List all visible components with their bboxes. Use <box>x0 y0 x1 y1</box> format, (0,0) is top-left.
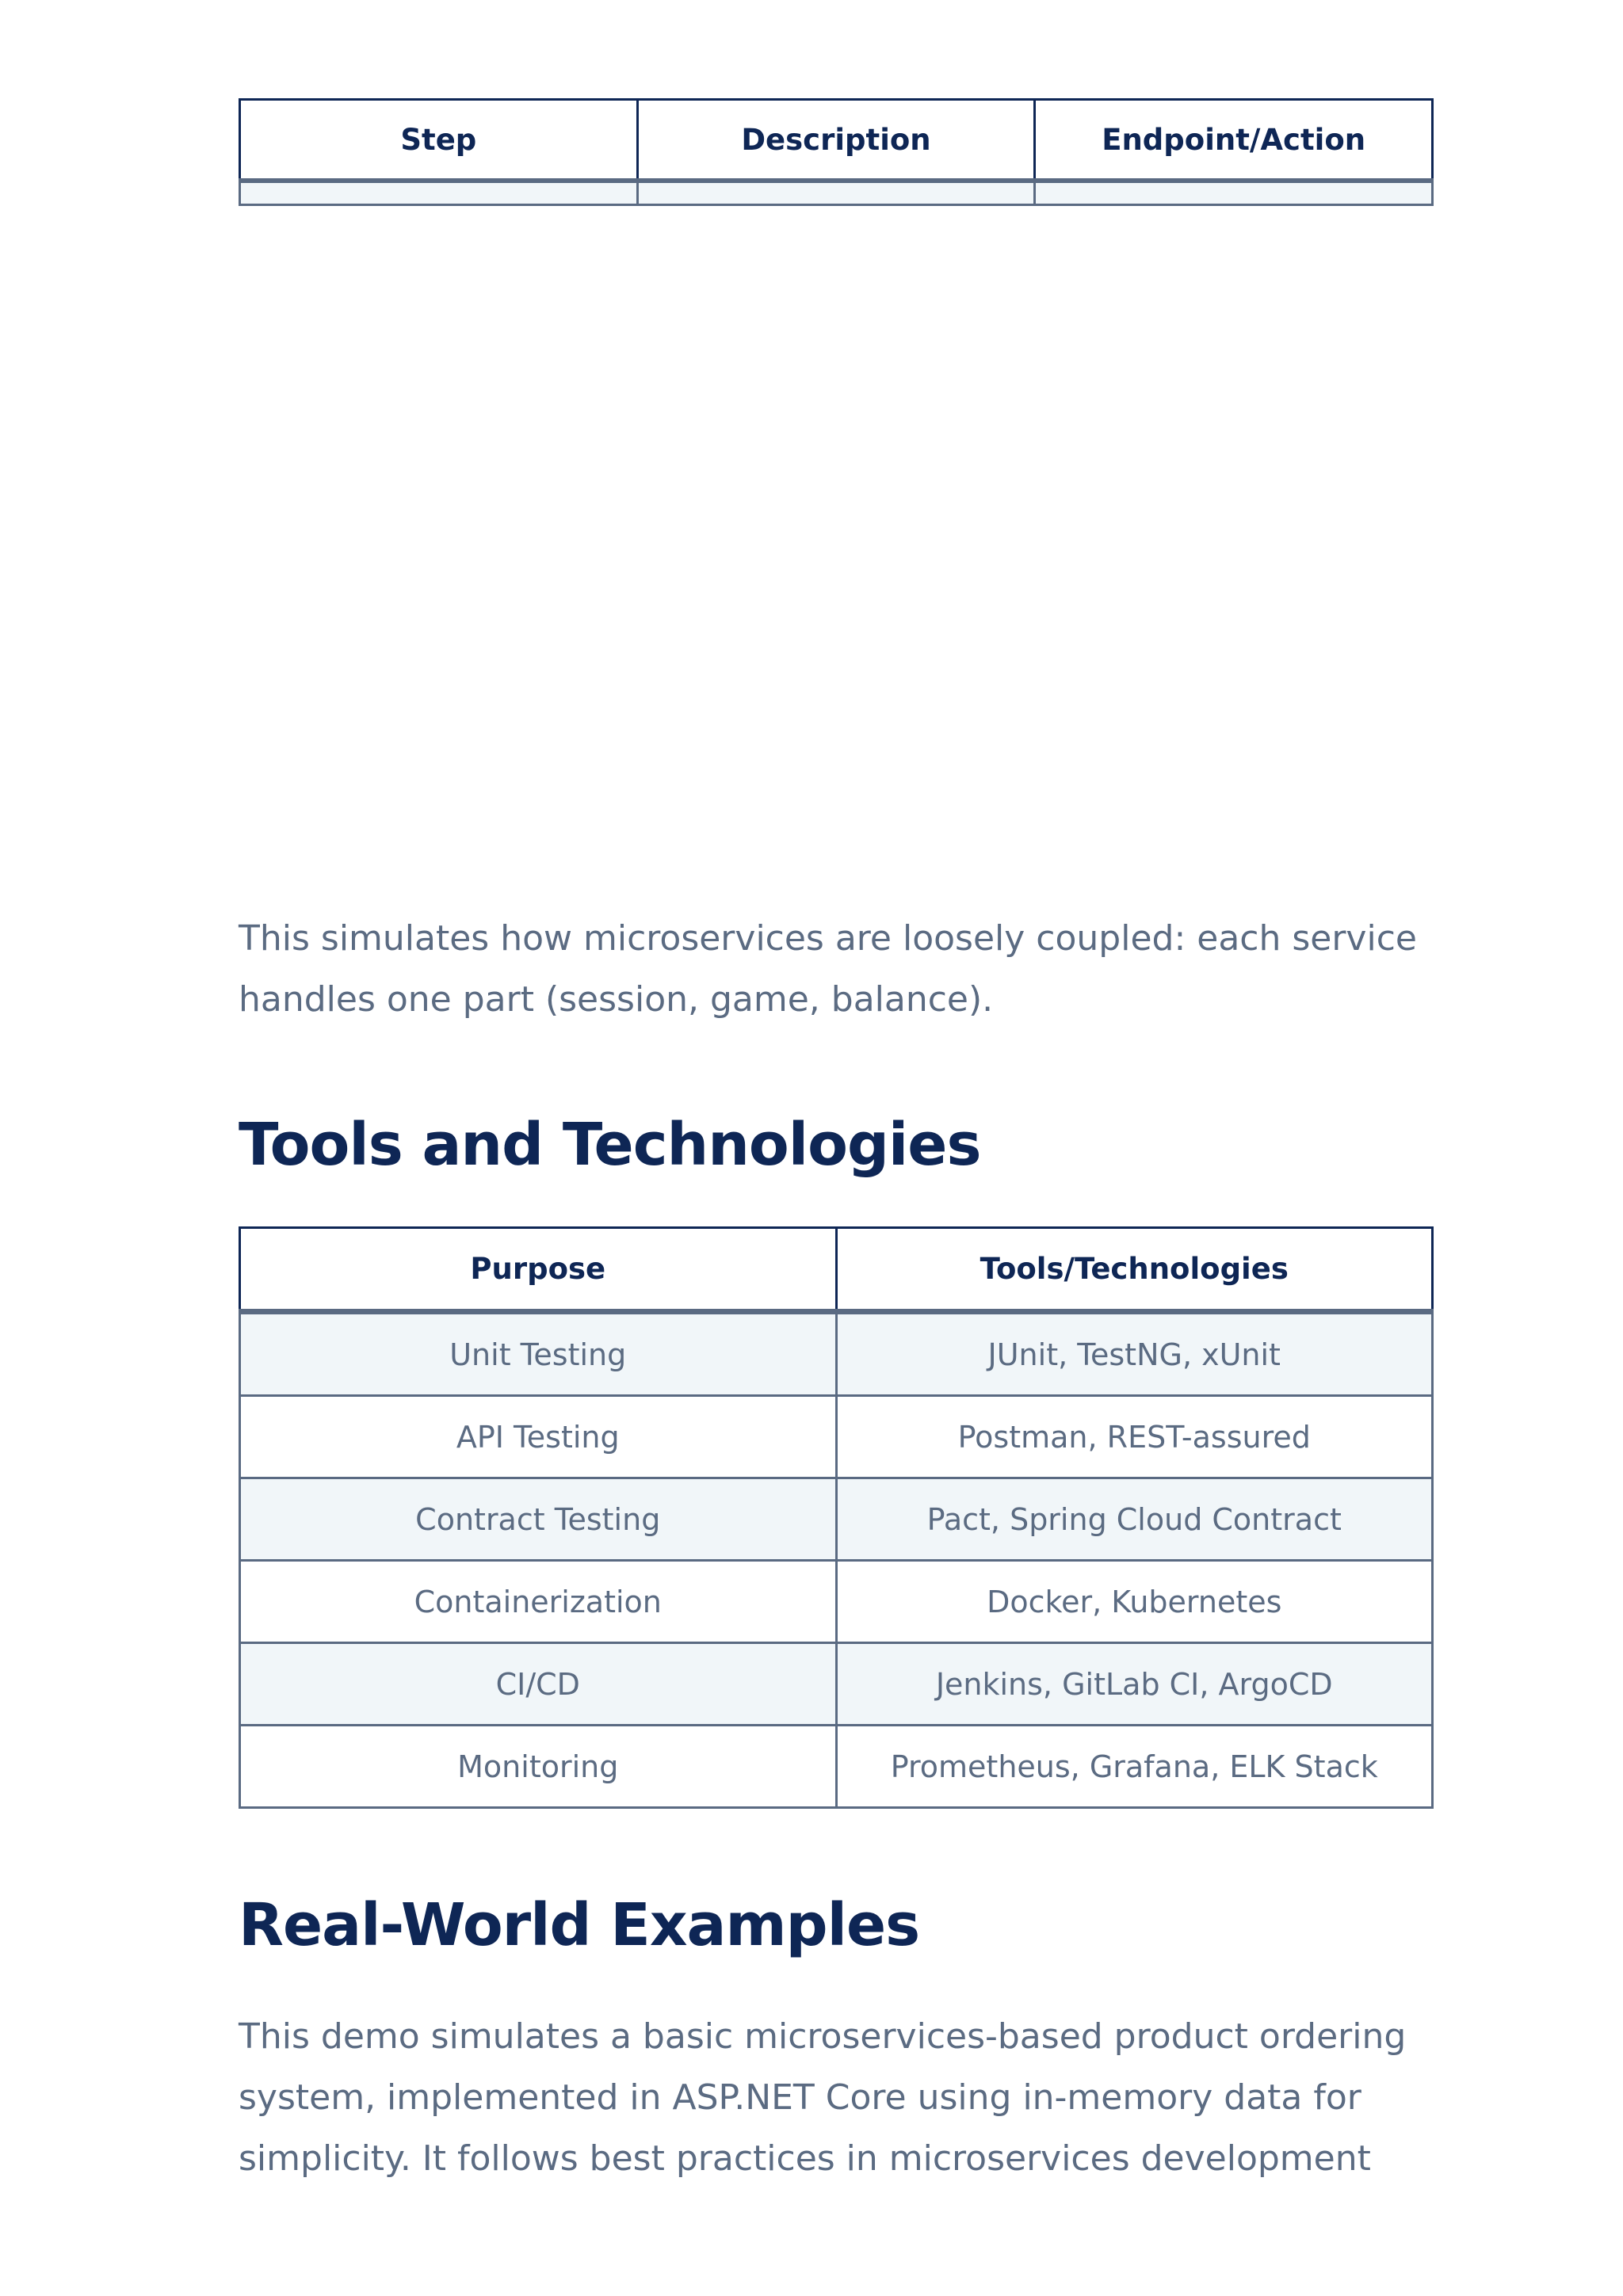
table-row <box>240 1396 1433 1478</box>
table-header-row <box>240 100 1433 181</box>
table-header-row <box>240 1228 1433 1312</box>
purpose-cell: CI/CD <box>240 1643 837 1726</box>
tools-cell: Docker, Kubernetes <box>836 1561 1433 1643</box>
tools-table <box>239 1226 1434 1809</box>
column-header-endpoint-action: Endpoint/Action <box>1035 100 1433 181</box>
table-row <box>240 1726 1433 1808</box>
table-cell <box>240 181 638 205</box>
column-header-tools: Tools/Technologies <box>836 1228 1433 1312</box>
table-row <box>240 1312 1433 1396</box>
table-cell <box>637 181 1035 205</box>
tools-cell: Prometheus, Grafana, ELK Stack <box>836 1726 1433 1808</box>
purpose-cell: Unit Testing <box>240 1312 837 1396</box>
column-header-purpose: Purpose <box>240 1228 837 1312</box>
section-heading-tools: Tools and Technologies <box>239 1111 981 1179</box>
purpose-cell: Contract Testing <box>240 1478 837 1561</box>
steps-table <box>239 98 1434 206</box>
table-row <box>240 1478 1433 1561</box>
tools-cell: Postman, REST-assured <box>836 1396 1433 1478</box>
section-heading-examples: Real-World Examples <box>239 1891 920 1959</box>
table-cell <box>1035 181 1433 205</box>
table-row <box>240 1643 1433 1726</box>
purpose-cell: Containerization <box>240 1561 837 1643</box>
purpose-cell: API Testing <box>240 1396 837 1478</box>
tools-cell: Pact, Spring Cloud Contract <box>836 1478 1433 1561</box>
purpose-cell: Monitoring <box>240 1726 837 1808</box>
tools-cell: Jenkins, GitLab CI, ArgoCD <box>836 1643 1433 1726</box>
tools-cell: JUnit, TestNG, xUnit <box>836 1312 1433 1396</box>
column-header-description: Description <box>637 100 1035 181</box>
table-row <box>240 181 1433 205</box>
table-row <box>240 1561 1433 1643</box>
paragraph-demo: This demo simulates a basic microservices-based product ordering system, implemented in ASP.NET Core using in-memory data for simplicity. It follows best practices in microservices development <box>239 2016 1407 2179</box>
column-header-step: Step <box>240 100 638 181</box>
paragraph-simulates: This simulates how microservices are loosely coupled: each service handles one part (session, game, balance). <box>239 918 1417 1020</box>
